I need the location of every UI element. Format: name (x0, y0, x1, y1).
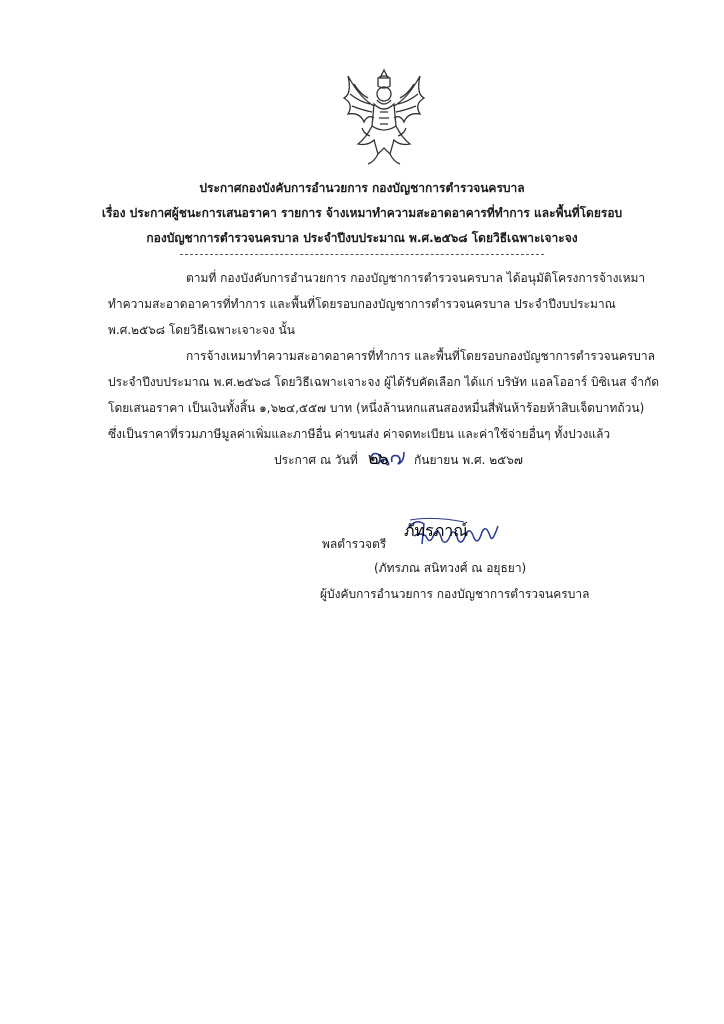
paragraph-1-line-1: ตามที่ กองบังคับการอำนวยการ กองบัญชาการตำรวจนครบาล ได้อนุมัติโครงการจ้างเหมา (186, 271, 646, 285)
paragraph-2-line-3: โดยเสนอราคา เป็นเงินทั้งสิ้น ๑,๖๒๔,๕๕๗ บาท (หนึ่งล้านหกแสนสองหมื่นสี่พันห้าร้อยห้าสิบเจ็ดบาทถ้วน) (108, 401, 645, 415)
handwritten-day (368, 444, 410, 470)
announce-date-suffix: กันยายน พ.ศ. ๒๕๖๗ (414, 453, 523, 467)
paragraph-2-line-2: ประจำปีงบประมาณ พ.ศ.๒๕๖๘ โดยวิธีเฉพาะเจาะจง ผู้ได้รับคัดเลือก ได้แก่ บริษัท แอลโออาร์ บิซิเนส จำกัด (108, 375, 660, 389)
signer-position: ผู้บังคับการอำนวยการ กองบัญชาการตำรวจนครบาล (320, 587, 590, 601)
dashed-divider (180, 254, 544, 255)
signature-icon (404, 516, 502, 550)
garuda-emblem-icon (334, 64, 434, 168)
signer-rank: พลตำรวจตรี (322, 537, 387, 551)
announce-date-prefix: ประกาศ ณ วันที่ (274, 453, 358, 467)
announcement-subject: เรื่อง ประกาศผู้ชนะการเสนอราคา รายการ จ้างเหมาทำความสะอาดอาคารที่ทำการ และพื้นที่โดยรอบ (101, 206, 623, 220)
announcement-title: ประกาศกองบังคับการอำนวยการ กองบัญชาการตำรวจนครบาล (199, 181, 525, 195)
announcement-subject-cont: กองบัญชาการตำรวจนครบาล ประจำปีงบประมาณ พ.ศ.๒๕๖๘ โดยวิธีเฉพาะเจาะจง (146, 231, 578, 245)
handwritten-day-text: ๒๖ (368, 449, 389, 468)
signature-text: ภัทรภาณ์ (404, 521, 469, 540)
paragraph-2-line-1: การจ้างเหมาทำความสะอาดอาคารที่ทำการ และพื้นที่โดยรอบกองบัญชาการตำรวจนครบาล (186, 349, 656, 363)
paragraph-1-line-3: พ.ศ.๒๕๖๘ โดยวิธีเฉพาะเจาะจง นั้น (108, 323, 295, 337)
paragraph-2-line-4: ซึ่งเป็นราคาที่รวมภาษีมูลค่าเพิ่มและภาษีอื่น ค่าขนส่ง ค่าจดทะเบียน และค่าใช้จ่ายอื่นๆ ทั้งปวงแล้ว (108, 427, 611, 441)
paragraph-1-line-2: ทำความสะอาดอาคารที่ทำการ และพื้นที่โดยรอบกองบัญชาการตำรวจนครบาล ประจำปีงบประมาณ (108, 297, 616, 311)
signer-name: (ภัทรภณ สนิทวงศ์ ณ อยุธยา) (374, 561, 527, 575)
